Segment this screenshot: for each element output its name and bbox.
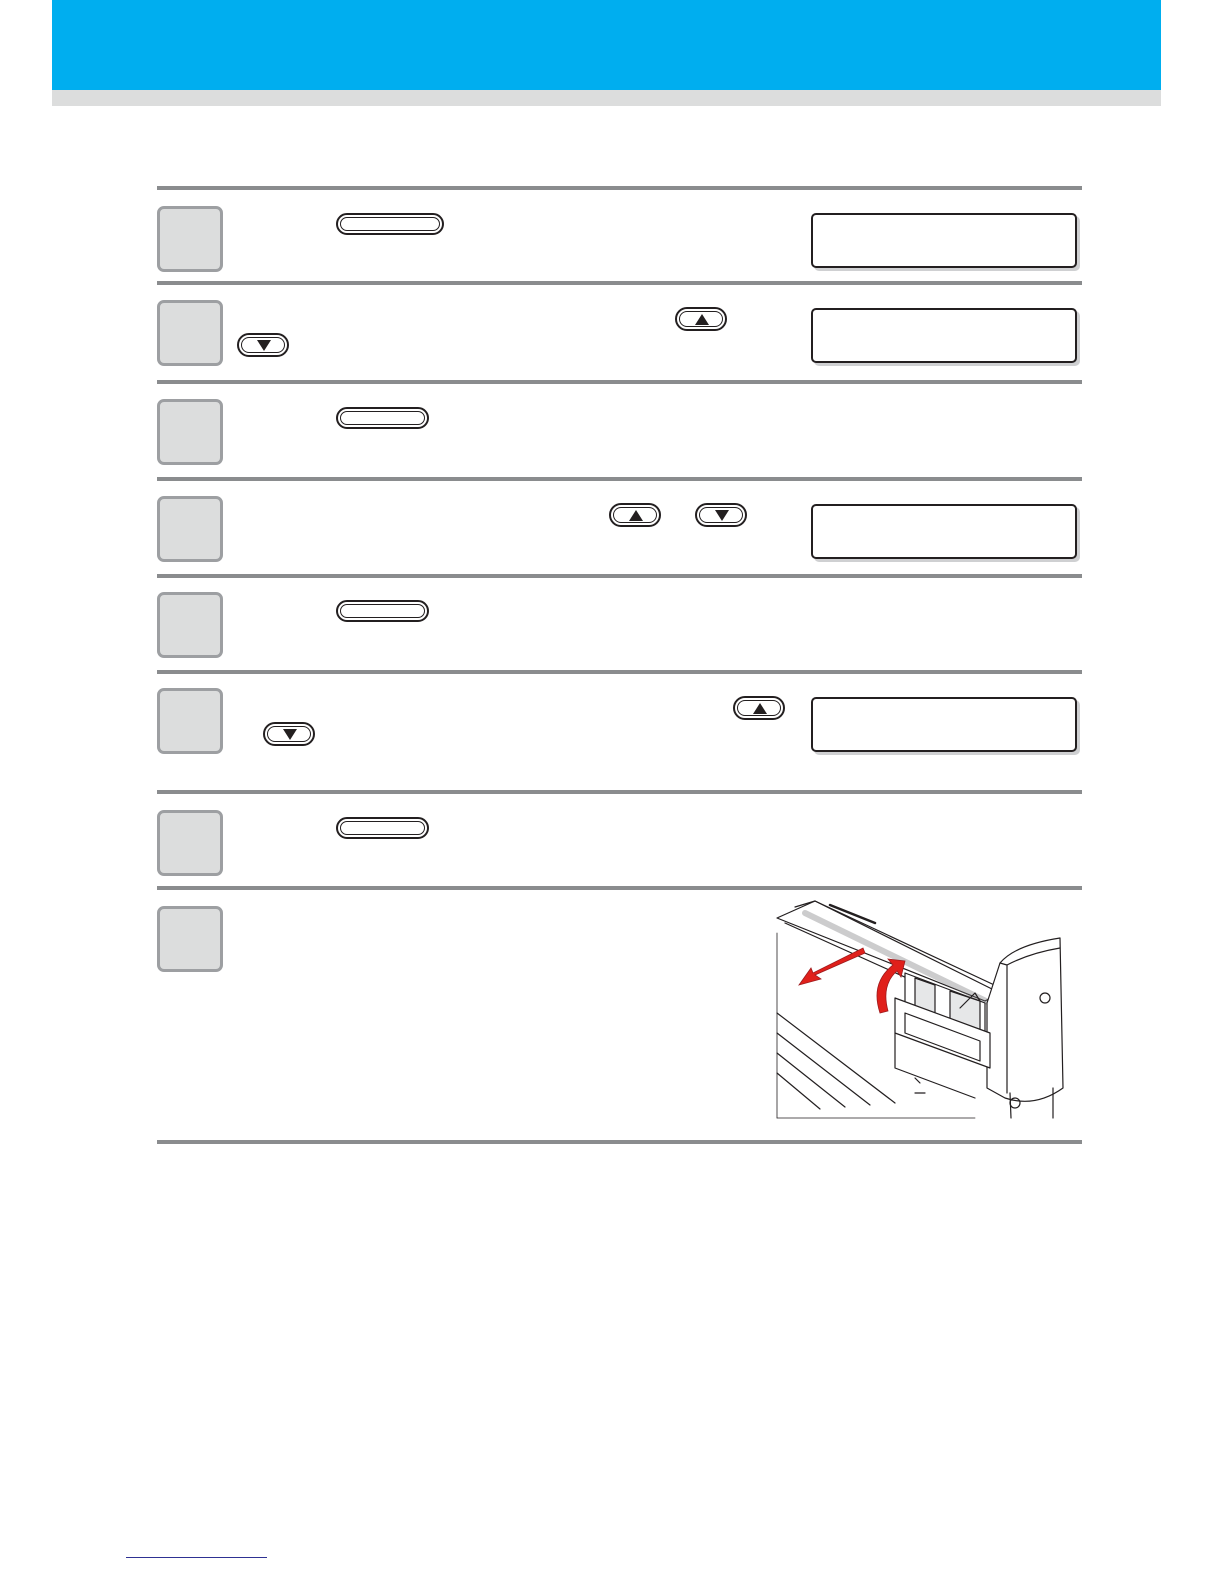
step-divider bbox=[157, 186, 1082, 190]
up-key-icon bbox=[733, 696, 785, 720]
enter-key-icon bbox=[336, 213, 444, 235]
step-number-box-3 bbox=[157, 399, 223, 465]
step-number-box-4 bbox=[157, 496, 223, 562]
chapter-header-shadow bbox=[52, 90, 1161, 106]
step-divider bbox=[157, 1140, 1082, 1144]
up-key-icon bbox=[609, 503, 661, 527]
lcd-display bbox=[811, 504, 1077, 559]
up-triangle-icon bbox=[753, 703, 767, 714]
enter-key-icon bbox=[336, 407, 429, 429]
step-number-box-6 bbox=[157, 688, 223, 754]
step-divider bbox=[157, 380, 1082, 384]
up-triangle-icon bbox=[695, 314, 709, 325]
step-divider bbox=[157, 670, 1082, 674]
enter-key-icon bbox=[336, 817, 429, 839]
down-triangle-icon bbox=[257, 340, 271, 351]
down-key-icon bbox=[695, 503, 747, 527]
step-number-box-5 bbox=[157, 592, 223, 658]
down-triangle-icon bbox=[715, 510, 729, 521]
printer-head-illustration bbox=[775, 893, 1065, 1121]
step-divider bbox=[157, 886, 1082, 890]
lcd-display bbox=[811, 308, 1077, 363]
step-divider bbox=[157, 790, 1082, 794]
lcd-display bbox=[811, 697, 1077, 752]
step-number-box-1 bbox=[157, 206, 223, 272]
step-number-box-8 bbox=[157, 906, 223, 972]
step-number-box-7 bbox=[157, 810, 223, 876]
footer-page-link[interactable] bbox=[126, 1557, 267, 1558]
down-key-icon bbox=[263, 722, 315, 746]
down-triangle-icon bbox=[283, 729, 297, 740]
enter-key-icon bbox=[336, 600, 429, 622]
chapter-header-band bbox=[52, 0, 1161, 90]
step-divider bbox=[157, 574, 1082, 578]
step-divider bbox=[157, 281, 1082, 285]
down-key-icon bbox=[237, 333, 289, 357]
step-number-box-2 bbox=[157, 300, 223, 366]
up-key-icon bbox=[675, 307, 727, 331]
lcd-display bbox=[811, 213, 1077, 268]
step-divider bbox=[157, 477, 1082, 481]
up-triangle-icon bbox=[629, 510, 643, 521]
